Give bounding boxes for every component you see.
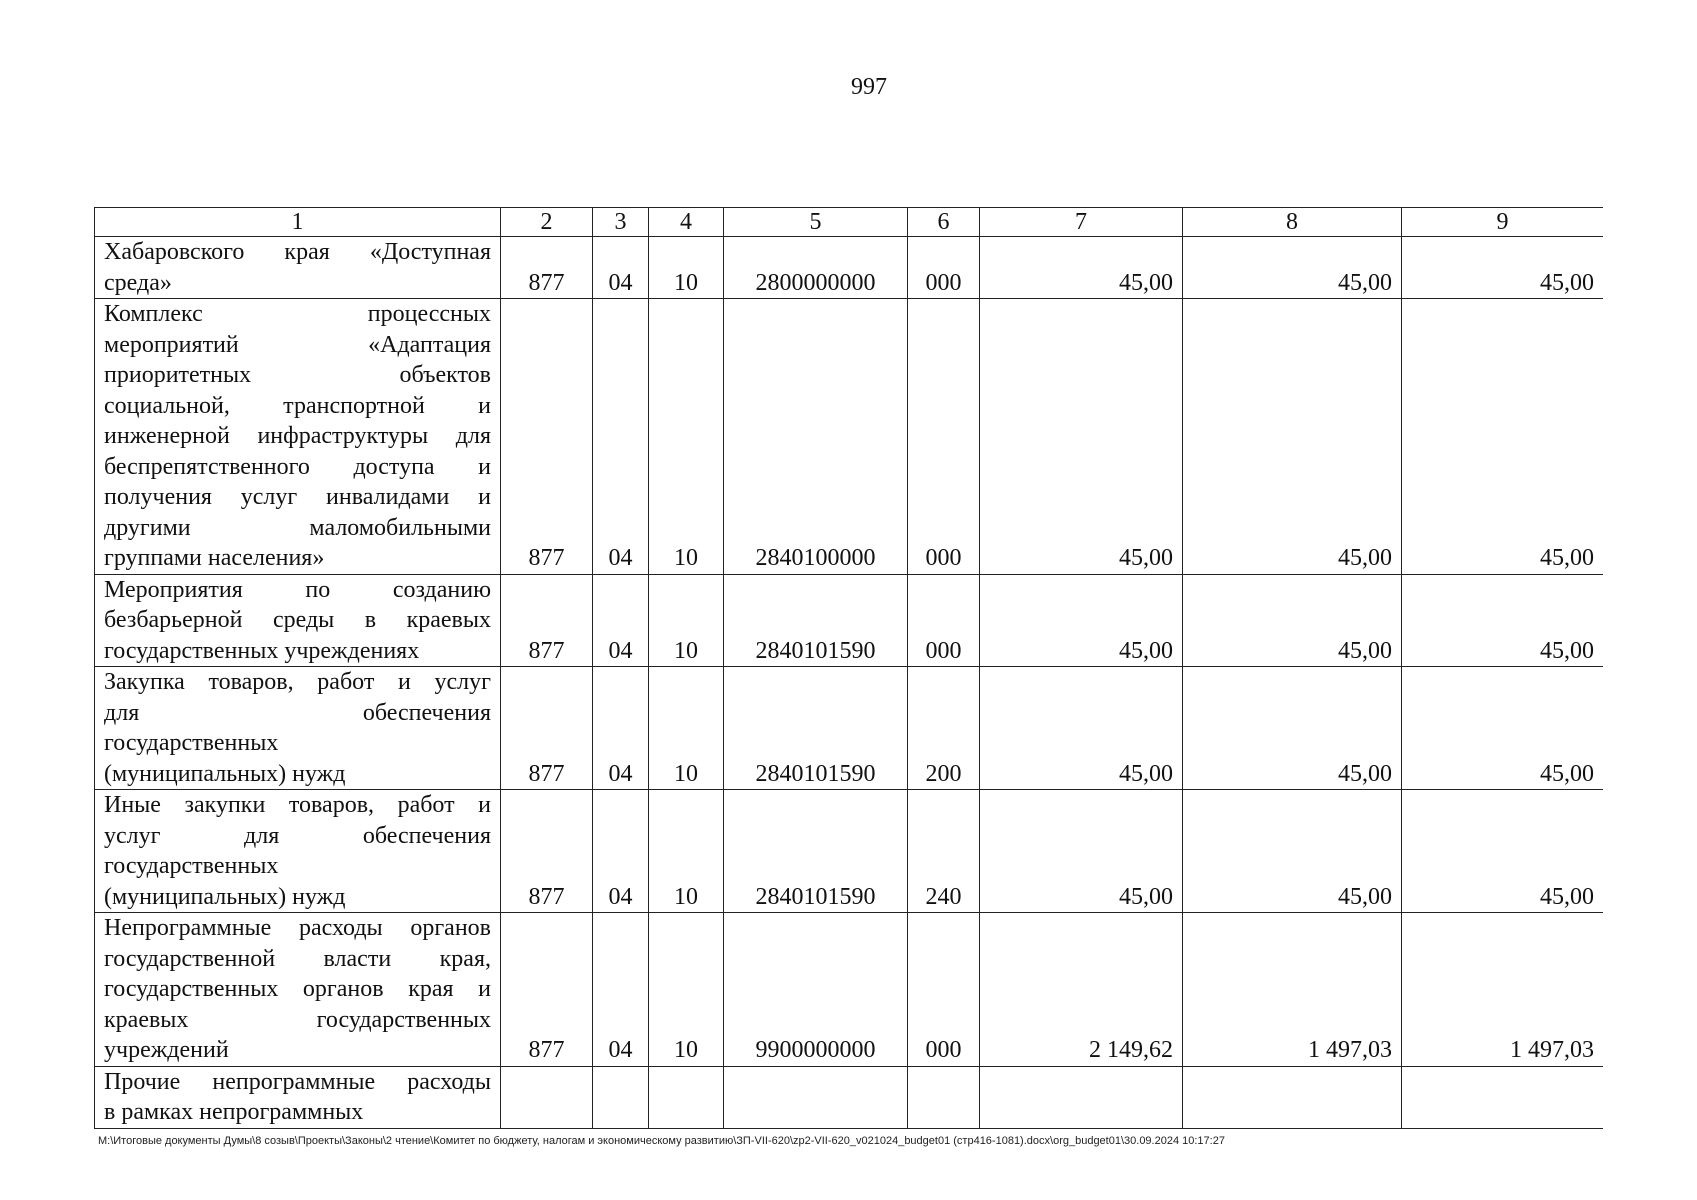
table-row bbox=[95, 574, 1604, 667]
gr-code-cell: 877 bbox=[501, 299, 593, 575]
amount-col-7-cell: 45,00 bbox=[980, 574, 1183, 667]
subsection-code-cell: 10 bbox=[649, 667, 724, 790]
subsection-code-cell: 10 bbox=[649, 574, 724, 667]
row-name-line: Мероприятия по созданию bbox=[104, 576, 491, 603]
amount-col-7-cell bbox=[980, 1066, 1183, 1128]
row-name-line: Прочие непрограммные расходы bbox=[104, 1068, 491, 1095]
amount-col-9-cell: 45,00 bbox=[1402, 790, 1604, 913]
expense-type-code-cell bbox=[908, 1066, 980, 1128]
row-name-line: безбарьерной среды в краевых bbox=[104, 607, 491, 633]
row-name-line: государственных bbox=[104, 730, 279, 756]
row-name-line: учреждений bbox=[104, 1037, 229, 1063]
target-article-code-cell: 2840101590 bbox=[724, 574, 908, 667]
header-col-2: 2 bbox=[501, 208, 593, 237]
row-name-line: беспрепятственного доступа и bbox=[104, 453, 491, 480]
row-name-cell bbox=[95, 913, 501, 1067]
section-code-cell bbox=[593, 1066, 649, 1128]
row-name-line: услуг для обеспечения bbox=[104, 822, 491, 849]
row-name-cell bbox=[95, 1066, 501, 1128]
table-row bbox=[95, 237, 1604, 299]
header-col-5: 5 bbox=[724, 208, 908, 237]
row-name-line: государственных bbox=[104, 853, 279, 879]
header-col-4: 4 bbox=[649, 208, 724, 237]
section-code-cell: 04 bbox=[593, 574, 649, 667]
table-row bbox=[95, 913, 1604, 1067]
row-name-line: краевых государственных bbox=[104, 1006, 491, 1033]
row-name-line: (муниципальных) нужд bbox=[104, 883, 346, 910]
target-article-code-cell: 2840101590 bbox=[724, 667, 908, 790]
expense-type-code-cell: 000 bbox=[908, 574, 980, 667]
target-article-code-cell: 2840101590 bbox=[724, 790, 908, 913]
amount-col-7-cell: 45,00 bbox=[980, 790, 1183, 913]
subsection-code-cell: 10 bbox=[649, 913, 724, 1067]
amount-col-7-cell: 45,00 bbox=[980, 299, 1183, 575]
amount-col-8-cell: 1 497,03 bbox=[1183, 913, 1402, 1067]
amount-col-9-cell bbox=[1402, 1066, 1604, 1128]
header-col-1: 1 bbox=[95, 208, 501, 237]
amount-col-9-cell: 45,00 bbox=[1402, 299, 1604, 575]
amount-col-8-cell bbox=[1183, 1066, 1402, 1128]
amount-col-7-cell: 2 149,62 bbox=[980, 913, 1183, 1067]
amount-col-8-cell: 45,00 bbox=[1183, 790, 1402, 913]
row-name-line: Хабаровского края «Доступная bbox=[104, 239, 491, 265]
amount-col-7-cell: 45,00 bbox=[980, 237, 1183, 299]
row-name-line: приоритетных объектов bbox=[104, 362, 491, 388]
row-name-cell bbox=[95, 574, 501, 667]
gr-code-cell: 877 bbox=[501, 913, 593, 1067]
subsection-code-cell bbox=[649, 1066, 724, 1128]
target-article-code-cell bbox=[724, 1066, 908, 1128]
header-col-6: 6 bbox=[908, 208, 980, 237]
row-name-cell bbox=[95, 299, 501, 575]
subsection-code-cell: 10 bbox=[649, 790, 724, 913]
section-code-cell: 04 bbox=[593, 299, 649, 575]
section-code-cell: 04 bbox=[593, 790, 649, 913]
section-code-cell: 04 bbox=[593, 237, 649, 299]
row-name-line: государственных органов края и bbox=[104, 976, 491, 1002]
expense-type-code-cell: 000 bbox=[908, 913, 980, 1067]
expense-type-code-cell: 000 bbox=[908, 237, 980, 299]
amount-col-9-cell: 45,00 bbox=[1402, 237, 1604, 299]
expense-type-code-cell: 240 bbox=[908, 790, 980, 913]
subsection-code-cell: 10 bbox=[649, 299, 724, 575]
header-col-8: 8 bbox=[1183, 208, 1402, 237]
row-name-cell bbox=[95, 790, 501, 913]
target-article-code-cell: 2840100000 bbox=[724, 299, 908, 575]
table-row bbox=[95, 1066, 1604, 1128]
footer-file-path: M:\Итоговые документы Думы\8 созыв\Проекты\Законы\2 чтение\Комитет по бюджету, налогам и экономическому развитию\ЗП-VII-620\zp2-VII-620_v021024_budget01 (стр416-1081).docx\org_budget01\30.09.2024 10:17:27 bbox=[98, 1135, 1225, 1147]
subsection-code-cell: 10 bbox=[649, 237, 724, 299]
gr-code-cell: 877 bbox=[501, 574, 593, 667]
table-row bbox=[95, 667, 1604, 790]
gr-code-cell: 877 bbox=[501, 667, 593, 790]
table-row bbox=[95, 299, 1604, 575]
row-name-cell bbox=[95, 237, 501, 299]
header-col-3: 3 bbox=[593, 208, 649, 237]
gr-code-cell: 877 bbox=[501, 790, 593, 913]
page-number: 997 bbox=[851, 74, 887, 100]
row-name-line: в рамках непрограммных bbox=[104, 1099, 364, 1125]
row-name-line: Непрограммные расходы органов bbox=[104, 915, 491, 941]
row-name-line: Комплекс процессных bbox=[104, 301, 491, 327]
budget-table-container bbox=[94, 207, 1603, 1132]
row-name-line: государственных учреждениях bbox=[104, 637, 420, 664]
row-name-line: среда» bbox=[104, 269, 172, 296]
amount-col-8-cell: 45,00 bbox=[1183, 667, 1402, 790]
row-name-line: социальной, транспортной и bbox=[104, 392, 491, 419]
expense-type-code-cell: 200 bbox=[908, 667, 980, 790]
amount-col-7-cell: 45,00 bbox=[980, 667, 1183, 790]
section-code-cell: 04 bbox=[593, 913, 649, 1067]
row-name-line: Закупка товаров, работ и услуг bbox=[104, 669, 491, 695]
table-row bbox=[95, 790, 1604, 913]
amount-col-9-cell: 45,00 bbox=[1402, 574, 1604, 667]
row-name-line: для обеспечения bbox=[104, 699, 491, 726]
header-col-9: 9 bbox=[1402, 208, 1604, 237]
gr-code-cell bbox=[501, 1066, 593, 1128]
table-header-row bbox=[95, 208, 1604, 237]
expense-type-code-cell: 000 bbox=[908, 299, 980, 575]
row-name-line: (муниципальных) нужд bbox=[104, 760, 346, 787]
budget-table bbox=[94, 207, 1603, 1129]
amount-col-8-cell: 45,00 bbox=[1183, 574, 1402, 667]
table-body bbox=[95, 237, 1604, 1129]
row-name-line: мероприятий «Адаптация bbox=[104, 331, 491, 358]
row-name-line: инженерной инфраструктуры для bbox=[104, 423, 491, 449]
row-name-line: другими маломобильными bbox=[104, 514, 491, 541]
row-name-line: получения услуг инвалидами и bbox=[104, 484, 491, 510]
row-name-line: группами населения» bbox=[104, 545, 325, 571]
amount-col-8-cell: 45,00 bbox=[1183, 237, 1402, 299]
row-name-cell bbox=[95, 667, 501, 790]
header-col-7: 7 bbox=[980, 208, 1183, 237]
amount-col-8-cell: 45,00 bbox=[1183, 299, 1402, 575]
target-article-code-cell: 2800000000 bbox=[724, 237, 908, 299]
row-name-line: государственной власти края, bbox=[104, 945, 491, 972]
amount-col-9-cell: 45,00 bbox=[1402, 667, 1604, 790]
target-article-code-cell: 9900000000 bbox=[724, 913, 908, 1067]
amount-col-9-cell: 1 497,03 bbox=[1402, 913, 1604, 1067]
row-name-line: Иные закупки товаров, работ и bbox=[104, 792, 491, 818]
section-code-cell: 04 bbox=[593, 667, 649, 790]
gr-code-cell: 877 bbox=[501, 237, 593, 299]
